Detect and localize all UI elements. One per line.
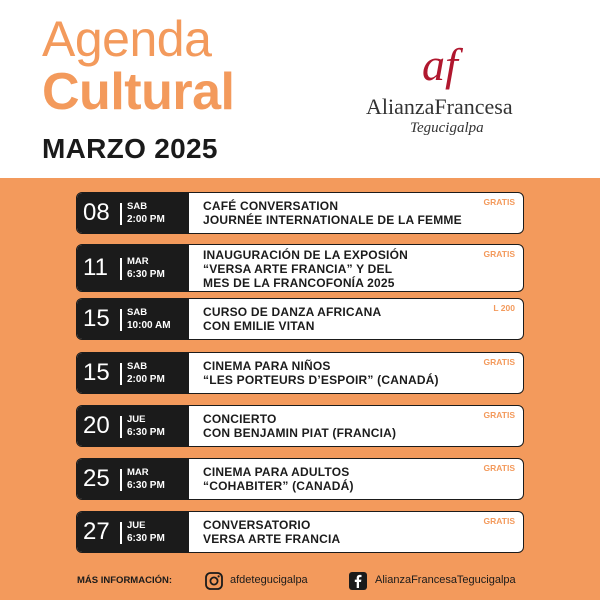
event-day: 15 <box>83 359 110 386</box>
event-time: 6:30 PM <box>127 480 165 491</box>
event-row <box>76 352 524 394</box>
event-title-line: CON EMILIE VITAN <box>203 319 315 333</box>
event-time: 10:00 AM <box>127 320 171 331</box>
event-title-line: INAUGURACIÓN DE LA EXPOSIÓN <box>203 248 408 262</box>
event-price: GRATIS <box>483 516 515 526</box>
event-date-box <box>77 193 189 233</box>
event-time: 6:30 PM <box>127 533 165 544</box>
event-date-separator <box>120 203 122 225</box>
event-price: GRATIS <box>483 410 515 420</box>
event-price: GRATIS <box>483 197 515 207</box>
event-day: 27 <box>83 518 110 545</box>
event-time: 2:00 PM <box>127 374 165 385</box>
event-title-line: CAFÉ CONVERSATION <box>203 199 339 213</box>
event-row <box>76 405 524 447</box>
event-price: L 200 <box>493 303 515 313</box>
event-date-separator <box>120 469 122 491</box>
footer <box>0 562 600 598</box>
title-cultural: Cultural <box>42 63 235 121</box>
event-weekday: MAR <box>127 467 149 478</box>
event-date-box <box>77 459 189 499</box>
event-description <box>203 359 467 387</box>
event-date-box <box>77 406 189 446</box>
header <box>0 0 600 178</box>
event-title-line: CON BENJAMIN PIAT (FRANCIA) <box>203 426 397 440</box>
event-title-line: CONVERSATORIO <box>203 518 311 532</box>
event-date-separator <box>120 363 122 385</box>
event-price: GRATIS <box>483 357 515 367</box>
event-weekday: JUE <box>127 520 146 531</box>
event-title-line: CURSO DE DANZA AFRICANA <box>203 305 382 319</box>
event-row <box>76 192 524 234</box>
event-title-line: CONCIERTO <box>203 412 277 426</box>
event-weekday: SAB <box>127 361 148 372</box>
event-description <box>203 199 467 227</box>
event-description <box>203 412 467 440</box>
event-title-line: CINEMA PARA NIÑOS <box>203 359 331 373</box>
event-day: 25 <box>83 465 110 492</box>
event-date-box <box>77 299 189 339</box>
alianza-francesa-logo-icon <box>418 36 488 94</box>
event-date-separator <box>120 522 122 544</box>
facebook-icon[interactable] <box>348 571 368 591</box>
event-price: GRATIS <box>483 249 515 259</box>
event-price: GRATIS <box>483 463 515 473</box>
event-weekday: JUE <box>127 414 146 425</box>
month-subtitle: MARZO 2025 <box>42 133 218 164</box>
event-day: 08 <box>83 199 110 226</box>
instagram-icon[interactable] <box>204 571 224 591</box>
event-title-line: VERSA ARTE FRANCIA <box>203 532 341 546</box>
event-date-box <box>77 353 189 393</box>
svg-text:af: af <box>422 39 458 90</box>
event-date-separator <box>120 258 122 280</box>
event-date-box <box>77 512 189 552</box>
event-date-box <box>77 245 189 291</box>
event-title-line: CINEMA PARA ADULTOS <box>203 465 350 479</box>
event-day: 11 <box>83 254 108 281</box>
event-weekday: MAR <box>127 256 149 267</box>
facebook-page[interactable]: AlianzaFrancesaTegucigalpa <box>375 574 516 586</box>
event-weekday: SAB <box>127 307 148 318</box>
title-agenda: Agenda <box>42 11 212 67</box>
event-title-line: MES DE LA FRANCOFONÍA 2025 <box>203 276 395 290</box>
event-description <box>203 465 467 493</box>
logo-city: Tegucigalpa <box>410 120 484 136</box>
event-day: 15 <box>83 305 110 332</box>
event-title-line: “VERSA ARTE FRANCIA” Y DEL <box>203 262 393 276</box>
event-time: 2:00 PM <box>127 214 165 225</box>
event-date-separator <box>120 416 122 438</box>
event-row <box>76 458 524 500</box>
event-date-separator <box>120 309 122 331</box>
event-description <box>203 248 467 290</box>
more-info-label: MÁS INFORMACIÓN: <box>77 575 172 586</box>
event-time: 6:30 PM <box>127 269 165 280</box>
event-time: 6:30 PM <box>127 427 165 438</box>
event-title-line: “LES PORTEURS D’ESPOIR” (CANADÁ) <box>203 373 439 387</box>
event-description <box>203 305 467 333</box>
event-row <box>76 298 524 340</box>
event-title-line: “COHABITER” (CANADÁ) <box>203 479 354 493</box>
logo-name: AlianzaFrancesa <box>366 94 513 119</box>
event-description <box>203 518 467 546</box>
event-row <box>76 244 524 292</box>
event-row <box>76 511 524 553</box>
instagram-handle[interactable]: afdetegucigalpa <box>230 574 308 586</box>
event-weekday: SAB <box>127 201 148 212</box>
event-title-line: JOURNÉE INTERNATIONALE DE LA FEMME <box>203 213 462 227</box>
event-day: 20 <box>83 412 110 439</box>
